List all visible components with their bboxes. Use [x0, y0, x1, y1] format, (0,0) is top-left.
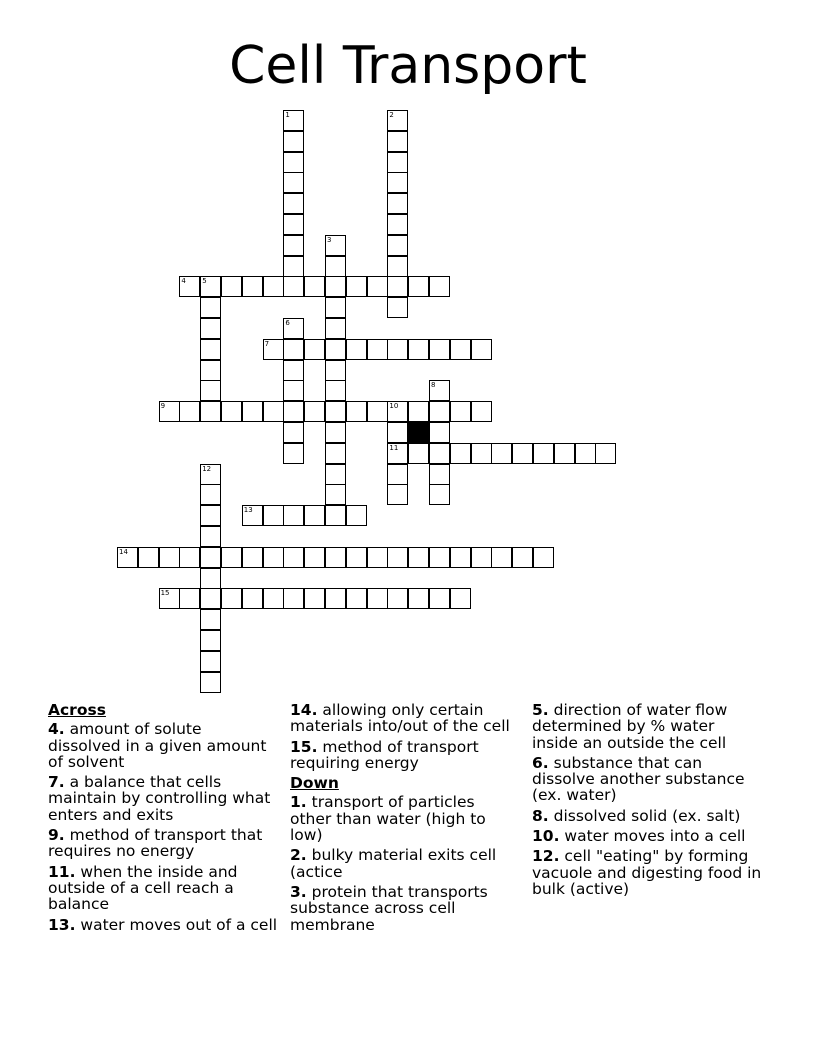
answer-square[interactable] [304, 505, 325, 526]
clue-across-13: 13. water moves out of a cell [48, 915, 278, 934]
clue-across-4: 4. amount of solute dissolved in a given amount of solvent [48, 720, 267, 771]
answer-square[interactable] [367, 547, 388, 568]
answer-square[interactable] [159, 547, 180, 568]
answer-square[interactable] [387, 152, 408, 173]
answer-square[interactable] [325, 360, 346, 381]
answer-square[interactable] [283, 588, 304, 609]
answer-square[interactable] [200, 464, 221, 485]
answer-square[interactable] [179, 276, 200, 297]
answer-square[interactable] [325, 235, 346, 256]
clue-number: 11 [389, 443, 399, 452]
answer-square[interactable] [429, 422, 450, 443]
answer-square[interactable] [304, 339, 325, 360]
answer-square[interactable] [221, 401, 242, 422]
answer-square[interactable] [283, 131, 304, 152]
answer-square[interactable] [283, 505, 304, 526]
clue-down-1: 1. transport of particles other than water (high to low) [290, 793, 486, 845]
clue-down-6: 6. substance that can dissolve another substance (ex. water) [532, 753, 745, 805]
answer-square[interactable] [283, 547, 304, 568]
across-heading: Across [48, 701, 106, 719]
clue-number: 7 [264, 339, 270, 348]
answer-square[interactable] [283, 152, 304, 173]
shaded-square [408, 422, 429, 443]
answer-square[interactable] [408, 547, 429, 568]
clue-down-12: 12. cell "eating" by forming vacuole and digesting food in bulk (active) [532, 847, 762, 898]
answer-square[interactable] [346, 339, 367, 360]
answer-square[interactable] [387, 172, 408, 193]
answer-square[interactable] [283, 401, 304, 422]
answer-square[interactable] [325, 505, 346, 526]
answer-square[interactable] [283, 110, 304, 131]
answer-square[interactable] [242, 505, 263, 526]
answer-square[interactable] [200, 526, 221, 547]
answer-square[interactable] [179, 588, 200, 609]
answer-square[interactable] [263, 547, 284, 568]
answer-square[interactable] [429, 588, 450, 609]
answer-square[interactable] [325, 547, 346, 568]
answer-square[interactable] [283, 193, 304, 214]
answer-square[interactable] [387, 256, 408, 277]
answer-square[interactable] [200, 297, 221, 318]
answer-square[interactable] [283, 443, 304, 464]
clue-across-14: 14. allowing only certain materials into/out of the cell [290, 701, 510, 736]
answer-square[interactable] [387, 464, 408, 485]
answer-square[interactable] [200, 505, 221, 526]
answer-square[interactable] [512, 547, 533, 568]
clue-number: 5 [202, 277, 207, 286]
answer-square[interactable] [387, 214, 408, 235]
answer-square[interactable] [200, 651, 221, 672]
answer-square[interactable] [325, 484, 346, 505]
answer-square[interactable] [283, 276, 304, 297]
clue-number: 10 [389, 402, 399, 411]
answer-square[interactable] [159, 401, 180, 422]
clue-down-8: 8. dissolved solid (ex. salt) [532, 806, 741, 825]
answer-square[interactable] [117, 547, 138, 568]
answer-square[interactable] [221, 588, 242, 609]
answer-square[interactable] [283, 318, 304, 339]
answer-square[interactable] [367, 588, 388, 609]
clue-down-2: 2. bulky material exits cell (actice [290, 846, 497, 881]
answer-square[interactable] [200, 318, 221, 339]
clue-across-7: 7. a balance that cells maintain by controlling what enters and exits [48, 773, 271, 824]
answer-square[interactable] [512, 443, 533, 464]
answer-square[interactable] [283, 172, 304, 193]
answer-square[interactable] [387, 484, 408, 505]
answer-square[interactable] [200, 588, 221, 609]
answer-square[interactable] [200, 609, 221, 630]
answer-square[interactable] [408, 588, 429, 609]
answer-square[interactable] [554, 443, 575, 464]
clue-number: 13 [243, 506, 253, 515]
answer-square[interactable] [429, 443, 450, 464]
answer-square[interactable] [387, 110, 408, 131]
answer-square[interactable] [159, 588, 180, 609]
clue-number: 6 [285, 319, 290, 327]
answer-square[interactable] [283, 380, 304, 401]
answer-square[interactable] [491, 547, 512, 568]
clue-down-5: 5. direction of water flow determined by % water inside an outside the cell [532, 701, 728, 752]
answer-square[interactable] [471, 401, 492, 422]
answer-square[interactable] [387, 588, 408, 609]
answer-square[interactable] [242, 547, 263, 568]
answer-square[interactable] [387, 297, 408, 318]
clues-column-2 [290, 702, 520, 937]
clue-across-9: 9. method of transport that requires no energy [48, 826, 263, 861]
answer-square[interactable] [304, 276, 325, 297]
clue-number: 9 [160, 402, 166, 411]
answer-square[interactable] [325, 276, 346, 297]
answer-square[interactable] [387, 401, 408, 422]
answer-square[interactable] [283, 360, 304, 381]
answer-square[interactable] [408, 339, 429, 360]
answer-square[interactable] [200, 568, 221, 589]
answer-square[interactable] [138, 547, 159, 568]
answer-square[interactable] [387, 547, 408, 568]
answer-square[interactable] [325, 588, 346, 609]
answer-square[interactable] [408, 276, 429, 297]
answer-square[interactable] [263, 276, 284, 297]
answer-square[interactable] [408, 443, 429, 464]
answer-square[interactable] [346, 401, 367, 422]
answer-square[interactable] [450, 443, 471, 464]
answer-square[interactable] [325, 422, 346, 443]
answer-square[interactable] [325, 380, 346, 401]
answer-square[interactable] [471, 547, 492, 568]
clue-number: 12 [202, 464, 212, 473]
answer-square[interactable] [408, 401, 429, 422]
clue-down-3: 3. protein that transports substance across cell membrane [290, 882, 488, 934]
answer-square[interactable] [346, 547, 367, 568]
answer-square[interactable] [242, 401, 263, 422]
answer-square[interactable] [325, 443, 346, 464]
answer-square[interactable] [200, 484, 221, 505]
answer-square[interactable] [304, 588, 325, 609]
answer-square[interactable] [429, 339, 450, 360]
clue-number: 2 [389, 111, 394, 119]
answer-square[interactable] [242, 588, 263, 609]
clue-across-15: 15. method of transport requiring energy [290, 737, 479, 772]
answer-square[interactable] [346, 505, 367, 526]
clues-column-3 [532, 702, 762, 901]
clue-number: 3 [327, 235, 332, 244]
answer-square[interactable] [325, 339, 346, 360]
answer-square[interactable] [450, 401, 471, 422]
answer-square[interactable] [533, 547, 554, 568]
answer-square[interactable] [325, 401, 346, 422]
answer-square[interactable] [387, 443, 408, 464]
answer-square[interactable] [325, 256, 346, 277]
answer-square[interactable] [283, 235, 304, 256]
answer-square[interactable] [429, 401, 450, 422]
answer-square[interactable] [471, 443, 492, 464]
answer-square[interactable] [429, 464, 450, 485]
answer-square[interactable] [346, 588, 367, 609]
answer-square[interactable] [471, 339, 492, 360]
answer-square[interactable] [179, 401, 200, 422]
answer-square[interactable] [304, 401, 325, 422]
answer-square[interactable] [387, 276, 408, 297]
clue-down-10: 10. water moves into a cell [532, 827, 746, 846]
answer-square[interactable] [325, 297, 346, 318]
clue-number: 4 [181, 277, 186, 286]
answer-square[interactable] [429, 380, 450, 401]
puzzle-title: Cell Transport [229, 36, 587, 96]
answer-square[interactable] [221, 547, 242, 568]
answer-square[interactable] [429, 276, 450, 297]
answer-square[interactable] [263, 505, 284, 526]
answer-square[interactable] [575, 443, 596, 464]
clues-column-1 [48, 702, 278, 937]
answer-square[interactable] [283, 339, 304, 360]
answer-square[interactable] [325, 318, 346, 339]
answer-square[interactable] [429, 547, 450, 568]
clue-number: 14 [119, 547, 128, 556]
answer-square[interactable] [242, 276, 263, 297]
answer-square[interactable] [263, 339, 284, 360]
answer-square[interactable] [346, 276, 367, 297]
answer-square[interactable] [450, 588, 471, 609]
answer-square[interactable] [387, 193, 408, 214]
answer-square[interactable] [263, 588, 284, 609]
answer-square[interactable] [325, 464, 346, 485]
answer-square[interactable] [263, 401, 284, 422]
answer-square[interactable] [491, 443, 512, 464]
answer-square[interactable] [429, 484, 450, 505]
answer-square[interactable] [200, 380, 221, 401]
answer-square[interactable] [179, 547, 200, 568]
answer-square[interactable] [367, 401, 388, 422]
answer-square[interactable] [387, 131, 408, 152]
answer-square[interactable] [387, 422, 408, 443]
answer-square[interactable] [450, 547, 471, 568]
clue-number: 1 [285, 111, 290, 119]
answer-square[interactable] [200, 401, 221, 422]
answer-square[interactable] [221, 276, 242, 297]
answer-square[interactable] [200, 360, 221, 381]
answer-square[interactable] [283, 256, 304, 277]
answer-square[interactable] [283, 214, 304, 235]
down-heading: Down [290, 774, 339, 793]
answer-square[interactable] [200, 672, 221, 693]
answer-square[interactable] [304, 547, 325, 568]
answer-square[interactable] [200, 630, 221, 651]
answer-square[interactable] [450, 339, 471, 360]
answer-square[interactable] [283, 422, 304, 443]
answer-square[interactable] [200, 339, 221, 360]
clue-number: 15 [160, 589, 170, 598]
answer-square[interactable] [533, 443, 554, 464]
answer-square[interactable] [367, 339, 388, 360]
answer-square[interactable] [200, 547, 221, 568]
clue-number: 8 [431, 381, 436, 390]
answer-square[interactable] [387, 339, 408, 360]
answer-square[interactable] [387, 235, 408, 256]
answer-square[interactable] [200, 276, 221, 297]
clue-across-11: 11. when the inside and outside of a cell reach a balance [48, 862, 238, 914]
answer-square[interactable] [595, 443, 616, 464]
answer-square[interactable] [367, 276, 388, 297]
